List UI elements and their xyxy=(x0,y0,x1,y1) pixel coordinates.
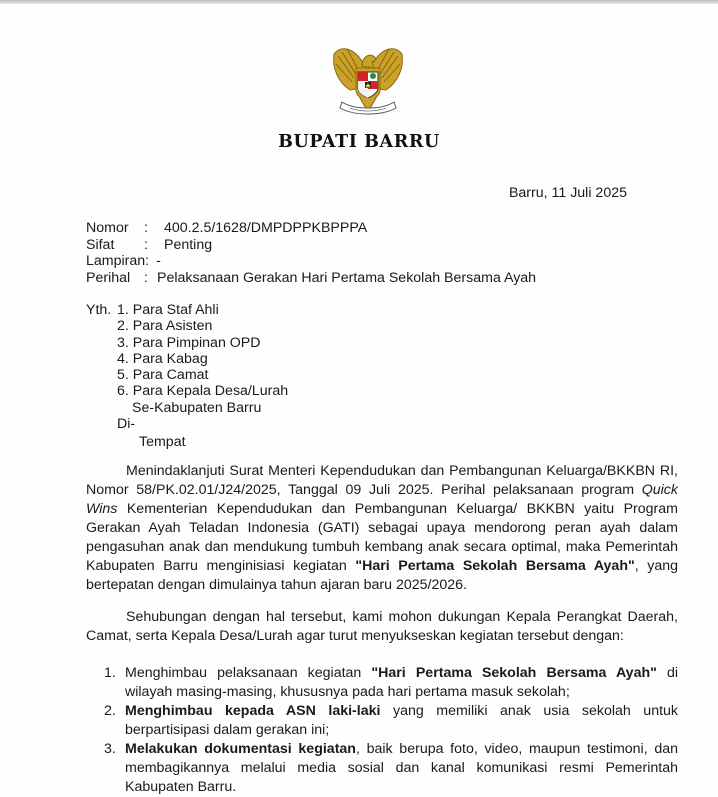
garuda-emblem-icon xyxy=(328,38,408,124)
letter-date: Barru, 11 Juli 2025 xyxy=(508,185,627,201)
recipient-item: 3. Para Pimpinan OPD xyxy=(117,334,261,351)
meta-label: Perihal xyxy=(86,269,131,286)
body-paragraph-1 xyxy=(86,462,678,595)
recipient-item: 1. Para Staf Ahli xyxy=(117,302,219,318)
list-item xyxy=(104,664,678,702)
paragraph-text: Menindaklanjuti Surat Menteri Kependudukan dan Pembangunan Keluarga/BKKBN RI, Nomor 58/PK.02.01/J24/2025, Tanggal 09 Juli 2025. Perihal pelaksanaan program xyxy=(86,463,678,498)
list-text: yang memiliki anak usia sekolah untuk berpartisipasi dalam gerakan ini; xyxy=(125,703,679,738)
paragraph-text: Sehubungan dengan hal tersebut, kami mohon dukungan Kepala Perangkat Daerah, Camat, serta Kepala Desa/Lurah agar turut menyukseskan kegiatan tersebut dengan: xyxy=(86,609,678,644)
meta-value: 400.2.5/1628/DMPDPPKBPPPA xyxy=(164,220,368,236)
list-item xyxy=(104,740,678,797)
list-number: 3. xyxy=(104,741,116,757)
meta-label: Sifat xyxy=(86,236,115,253)
meta-colon: : xyxy=(145,253,150,269)
list-text: Menghimbau pelaksanaan kegiatan xyxy=(125,665,372,681)
meta-value: - xyxy=(156,253,161,269)
recipients-di: Di- xyxy=(117,416,136,433)
paragraph-text: , yang bertepatan dengan dimulainya tahun ajaran baru 2025/2026. xyxy=(86,558,679,593)
list-bold-text: "Hari Pertama Sekolah Bersama Ayah" xyxy=(371,665,657,681)
request-list xyxy=(104,664,678,797)
recipients-tempat: Tempat xyxy=(139,434,186,451)
meta-label: Nomor xyxy=(86,220,129,236)
meta-lampiran xyxy=(86,253,536,270)
meta-value: Pelaksanaan Gerakan Hari Pertama Sekolah Bersama Ayah xyxy=(157,269,537,286)
top-edge-shadow xyxy=(0,0,718,4)
list-bold-text: Menghimbau kepada ASN laki-laki xyxy=(125,703,381,719)
meta-colon: : xyxy=(144,236,148,253)
list-number: 1. xyxy=(104,665,116,681)
paragraph-italic-text: Quick Wins xyxy=(86,482,678,517)
meta-perihal xyxy=(86,270,536,287)
list-bold-text: Melakukan dokumentasi kegiatan xyxy=(125,741,356,757)
meta-label: Lampiran xyxy=(86,253,146,269)
meta-colon: : xyxy=(144,220,148,236)
recipients-block xyxy=(86,302,288,451)
recipients-prefix: Yth. xyxy=(86,302,112,318)
letter-meta xyxy=(86,220,536,286)
paragraph-text: Kementerian Kependudukan dan Pembangunan Keluarga/ BKKBN yaitu Program Gerakan Ayah Teladan Indonesia (GATI) sebagai upaya mendorong peran ayah dalam pengasuhan anak dan mendukung tumbuh kembang anak secara optimal, maka Pemerintah Kabupaten Barru menginisiasi kegiatan xyxy=(86,501,678,574)
list-item xyxy=(104,702,678,740)
recipient-item: 5. Para Camat xyxy=(117,367,209,384)
meta-colon: : xyxy=(144,269,148,286)
list-number: 2. xyxy=(104,703,116,719)
recipient-item: 2. Para Asisten xyxy=(117,318,213,335)
meta-nomor xyxy=(86,220,536,237)
body-paragraph-2 xyxy=(86,608,678,646)
meta-sifat xyxy=(86,237,536,254)
meta-value: Penting xyxy=(164,236,213,253)
list-text: di wilayah masing-masing, khususnya pada hari pertama masuk sekolah; xyxy=(125,665,678,700)
recipient-item: 4. Para Kabag xyxy=(117,350,208,367)
list-text: , baik berupa foto, video, maupun testimoni, dan membagikannya melalui media sosial dan kanal komunikasi resmi Pemerintah Kabupaten Barru. xyxy=(125,741,679,795)
letterhead-title: BUPATI BARRU xyxy=(278,132,440,152)
recipient-item: 6. Para Kepala Desa/Lurah xyxy=(117,383,289,400)
activity-name-bold: "Hari Pertama Sekolah Bersama Ayah" xyxy=(355,558,635,574)
recipients-scope: Se-Kabupaten Barru xyxy=(132,399,262,416)
